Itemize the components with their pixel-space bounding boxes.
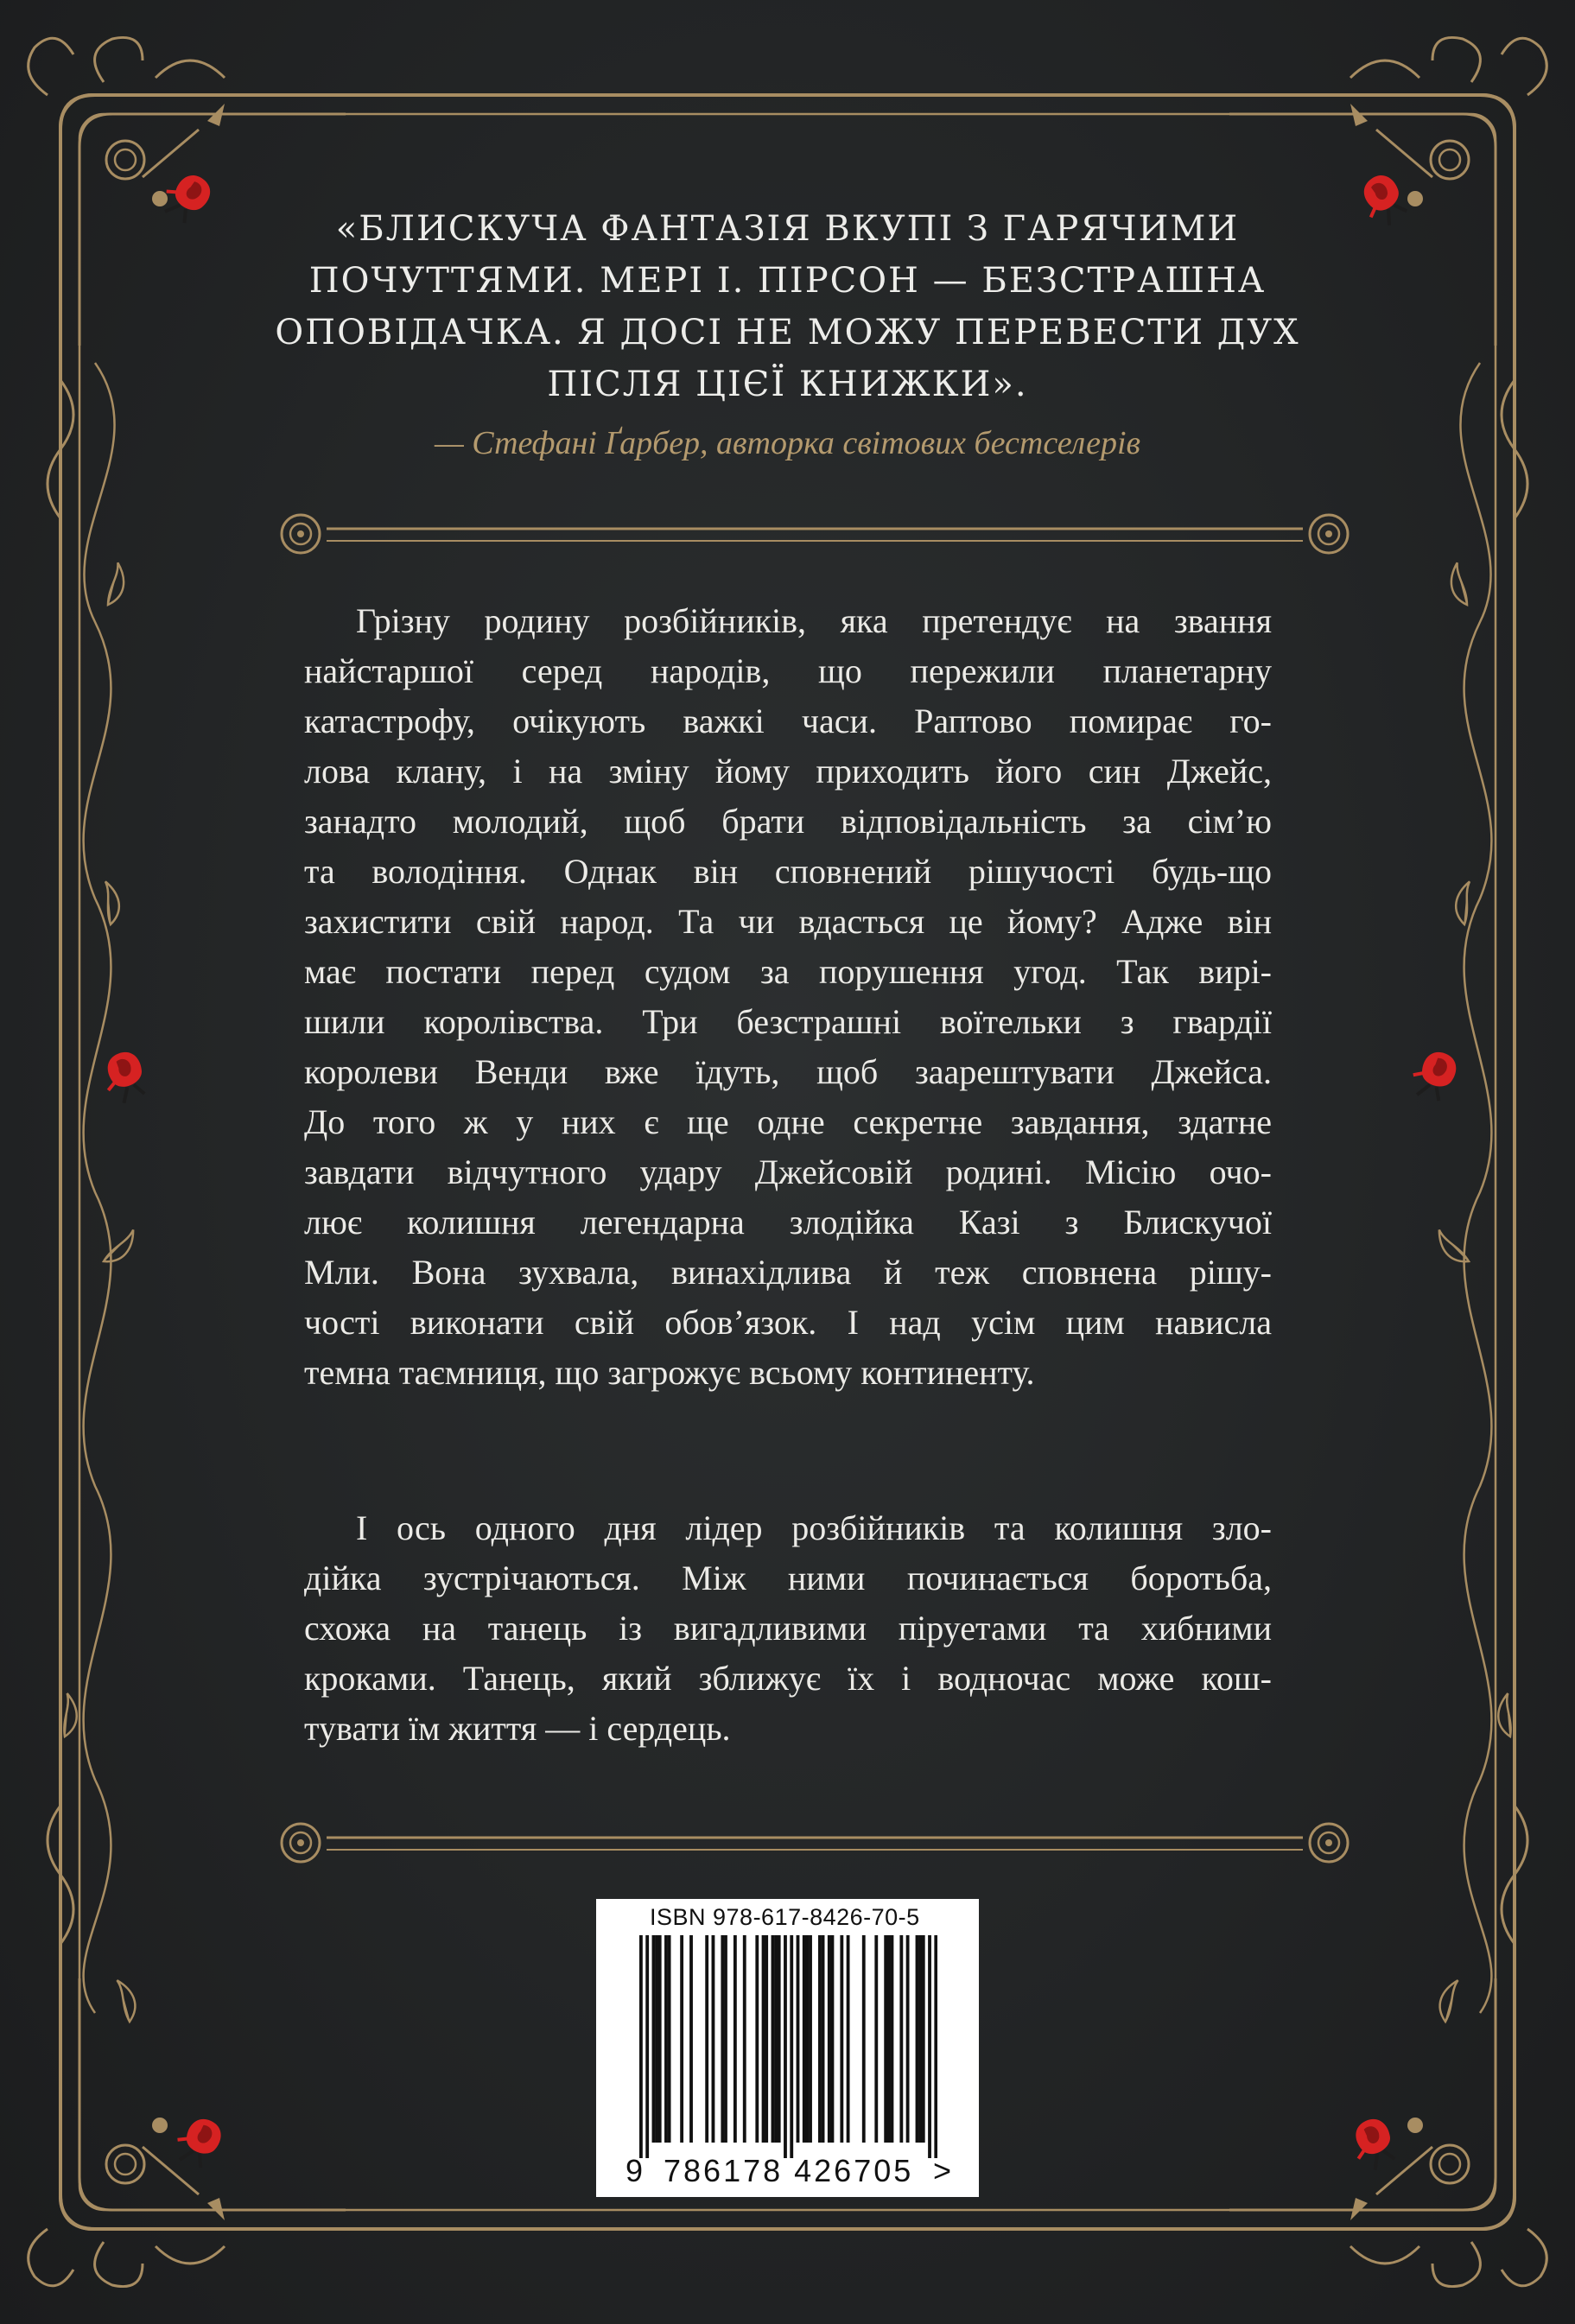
- rose-icon: [1345, 2114, 1401, 2175]
- barcode-bar: [899, 1935, 903, 2143]
- barcode-bar: [828, 1935, 831, 2143]
- rose-icon: [1407, 1045, 1461, 1104]
- blurb-line: має постати перед судом за порушення угод. Так вирі-: [304, 952, 1272, 991]
- blurb-line: кроками. Танець, який зближує їх і водночас може кош-: [304, 1659, 1272, 1698]
- barcode-label: [596, 1899, 979, 2197]
- barcode-bar: [664, 1935, 668, 2143]
- leaf-icon: [88, 881, 129, 924]
- quiet-zone-mark: >: [933, 2153, 952, 2188]
- barcode-bar: [680, 1935, 683, 2143]
- barcode-bar: [721, 1935, 724, 2143]
- quote-line: ПІСЛЯ ЦІЄЇ КНИЖКИ».: [547, 365, 1028, 404]
- blurb-line: лює колишня легендарна злодійка Казі з Блискучої: [304, 1203, 1272, 1241]
- barcode-bar: [774, 1935, 778, 2143]
- leaf-icon: [1434, 1230, 1473, 1263]
- blurb-line: занадто молодий, щоб брати відповідальність за сім’ю: [304, 802, 1272, 841]
- leaf-icon: [1487, 1693, 1530, 1737]
- barcode-bar: [652, 1935, 656, 2143]
- barcode-bar: [743, 1935, 746, 2143]
- blurb-line: темна таємниця, що загрожує всьому континенту.: [304, 1353, 1035, 1392]
- barcode-bar: [784, 1935, 787, 2158]
- leaf-icon: [105, 1980, 143, 2022]
- barcode-bar: [790, 1935, 793, 2158]
- blurb-paragraph-2: [304, 1503, 1272, 1754]
- blurb-line: схожа на танець із вигадливими піруетами та хибними: [304, 1609, 1272, 1648]
- blurb-line: захистити свій народ. Та чи вдасться це йому? Адже він: [304, 902, 1272, 941]
- blurb-line: Грізну родину розбійників, яка претендує на звання: [356, 601, 1272, 640]
- blurb-line: І ось одного дня лідер розбійників та колишня зло-: [356, 1508, 1272, 1547]
- barcode-bar: [887, 1935, 891, 2143]
- barcode-bar: [668, 1935, 671, 2143]
- blurb-line: лова клану, і на зміну йому приходить його син Джейс,: [304, 752, 1272, 791]
- rose-icon: [98, 1048, 151, 1107]
- quote-attribution: — Стефані Ґарбер, авторка світових бестселерів: [434, 425, 1141, 461]
- scroll-divider-icon-top: [282, 515, 1348, 553]
- blurb-line: королеви Венди вже їдуть, щоб заарештувати Джейса.: [304, 1052, 1272, 1091]
- review-quote: [251, 203, 1324, 410]
- barcode-bar: [778, 1935, 781, 2143]
- barcode-bar: [818, 1935, 822, 2143]
- barcode-bar: [934, 1935, 937, 2158]
- barcode-bar: [705, 1935, 708, 2143]
- barcode-bar: [918, 1935, 922, 2143]
- barcode-bars: [639, 1935, 937, 2160]
- blurb-line: До того ж у них є ще одне секретне завдання, здатне: [304, 1102, 1272, 1141]
- blurb-line: Мли. Вона зухвала, винахідлива й теж сповнена рішу-: [304, 1253, 1272, 1292]
- barcode-bar: [928, 1935, 931, 2158]
- barcode-bar: [805, 1935, 809, 2143]
- barcode-bar: [831, 1935, 835, 2143]
- quote-line: ПОЧУТТЯМИ. МЕРІ І. ПІРСОН — БЕЗСТРАШНА: [308, 261, 1267, 301]
- quote-line: ОПОВІДАЧКА. Я ДОСІ НЕ МОЖУ ПЕРЕВЕСТИ ДУХ: [275, 313, 1300, 352]
- rose-icon: [170, 2111, 226, 2172]
- blurb-line: найстаршої серед народів, що пережили планетарну: [304, 651, 1272, 690]
- rose-icon: [1353, 169, 1413, 232]
- leaf-icon: [45, 1693, 88, 1737]
- barcode-bar: [891, 1935, 894, 2143]
- barcode-bar: [645, 1935, 649, 2158]
- leaf-icon: [92, 562, 136, 606]
- barcode-bar: [809, 1935, 812, 2143]
- barcode-bar: [655, 1935, 658, 2143]
- barcode-bar: [734, 1935, 737, 2143]
- blurb-line: шили королівства. Три безстрашні воїтельки з гвардії: [304, 1002, 1272, 1041]
- barcode-bar: [884, 1935, 887, 2143]
- leaf-icon: [1432, 1980, 1470, 2022]
- barcode-bar: [922, 1935, 925, 2143]
- scroll-divider-icon-bottom: [282, 1824, 1348, 1862]
- barcode-bar: [639, 1935, 643, 2158]
- barcode-bar: [797, 1935, 800, 2143]
- barcode-bar: [762, 1935, 765, 2143]
- barcode-bar: [862, 1935, 866, 2143]
- leaf-icon: [1446, 881, 1487, 924]
- barcode-bar: [874, 1935, 878, 2143]
- blurb-paragraph-1: [304, 596, 1272, 1398]
- barcode-bar: [916, 1935, 919, 2143]
- quote-line: «БЛИСКУЧА ФАНТАЗІЯ ВКУПІ З ГАРЯЧИМИ: [335, 209, 1240, 249]
- blurb-line: катастрофу, очікують важкі часи. Раптово помирає го-: [304, 702, 1272, 740]
- blurb-line: дійка зустрічаються. Між ними починається боротьба,: [304, 1559, 1272, 1597]
- ean-digits: 786178 426705: [664, 2153, 914, 2188]
- barcode-bar: [658, 1935, 662, 2143]
- ean-first-digit: 9: [626, 2153, 644, 2188]
- barcode-bar: [847, 1935, 850, 2143]
- blurb-line: чості виконати свій обов’язок. І над усім цим нависла: [304, 1303, 1272, 1342]
- barcode-bar: [822, 1935, 825, 2143]
- isbn-label: ISBN 978-617-8426-70-5: [650, 1904, 920, 1930]
- leaf-icon: [1439, 562, 1483, 606]
- barcode-bar: [712, 1935, 715, 2143]
- leaf-icon: [99, 1230, 138, 1263]
- barcode-bar: [755, 1935, 759, 2143]
- blurb-line: тувати їм життя — і сердець.: [304, 1709, 731, 1748]
- barcode-bar: [840, 1935, 843, 2143]
- barcode-bar: [689, 1935, 693, 2143]
- barcode-bar: [803, 1935, 806, 2143]
- blurb-line: завдати відчутного удару Джейсовій родині. Місію очо-: [304, 1152, 1272, 1191]
- barcode-bar: [906, 1935, 910, 2143]
- barcode-bar: [772, 1935, 775, 2143]
- blurb-line: та володіння. Однак він сповнений рішучості будь-що: [304, 852, 1272, 891]
- barcode-bar: [724, 1935, 727, 2143]
- barcode-bar: [765, 1935, 768, 2143]
